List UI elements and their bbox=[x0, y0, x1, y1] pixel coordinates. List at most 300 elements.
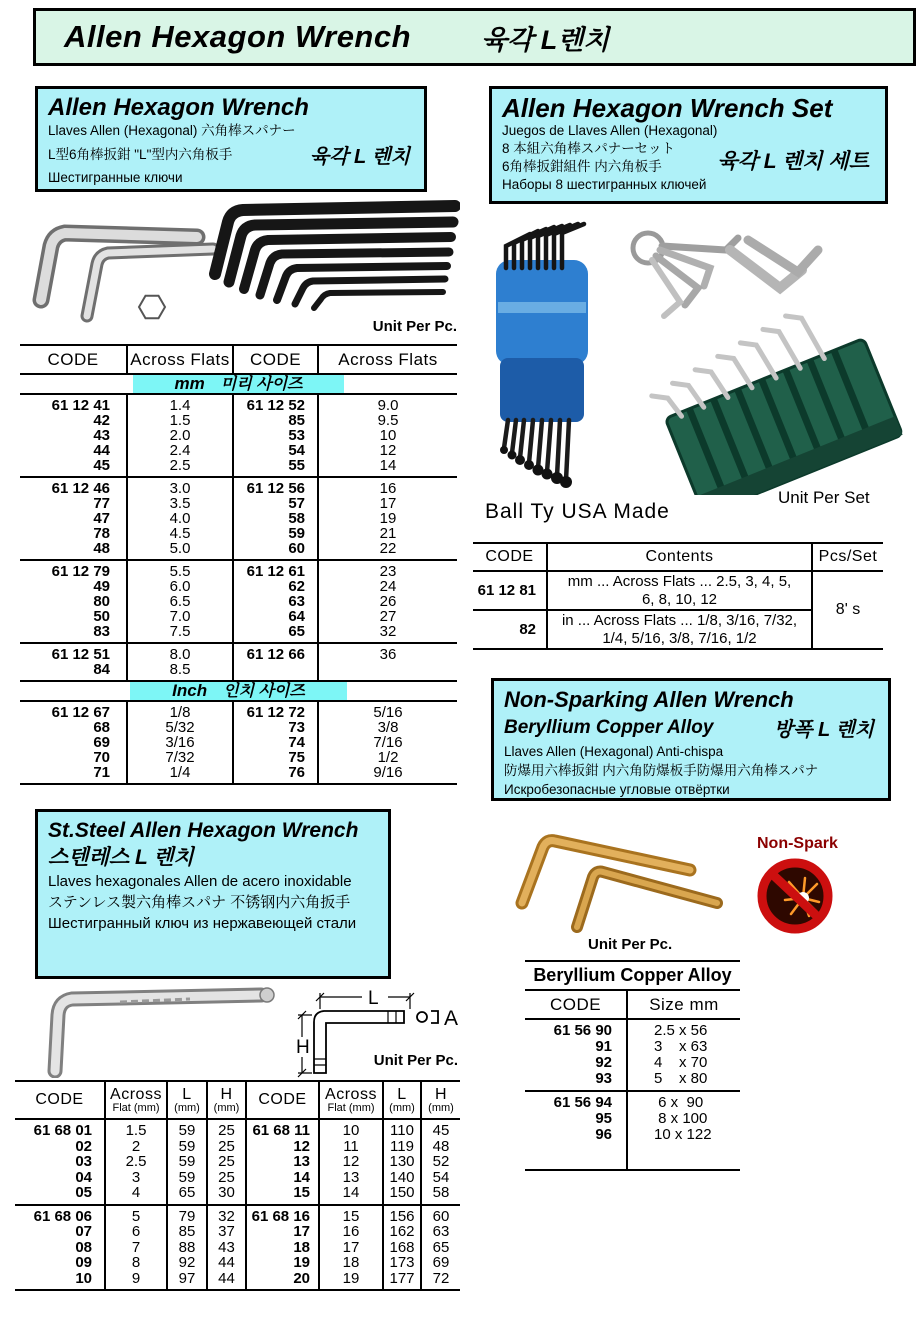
cell-2: 59 bbox=[233, 526, 318, 541]
info-line: L型6角棒扳鉗 "L"型内六角板手 bbox=[48, 146, 233, 162]
cell-1: 2.5 x 56 bbox=[627, 1019, 740, 1039]
info-line: Наборы 8 шестигранных ключей bbox=[502, 177, 707, 192]
hexagon-outline-icon bbox=[139, 296, 165, 319]
beryllium-rows-group1 bbox=[525, 1019, 740, 1091]
cell-5: 18 bbox=[319, 1255, 383, 1271]
cell-3: 37 bbox=[207, 1224, 246, 1240]
cell-3: 16 bbox=[318, 477, 457, 496]
cell-4: 61 68 11 bbox=[246, 1119, 319, 1139]
table-row bbox=[15, 1170, 460, 1186]
info-line: 防爆用六棒扳鉗 内六角防爆板手防爆用六角棒スパナ bbox=[504, 763, 819, 778]
wrench-set-photos bbox=[480, 210, 905, 495]
info-line: 6角棒扳鉗組件 内六角板手 bbox=[502, 159, 662, 174]
table-row bbox=[15, 1240, 460, 1256]
cell-3: 23 bbox=[318, 560, 457, 579]
cell-1: 8 x 100 bbox=[654, 1110, 708, 1127]
cell-3: 36 bbox=[318, 643, 457, 662]
cell-1: 6.5 bbox=[127, 594, 233, 609]
col-header: CODE bbox=[246, 1081, 319, 1119]
cell-contents: in ... Across Flats ... 1/8, 3/16, 7/32, 1/4, 5/16, 3/8, 7/16, 1/2 bbox=[547, 610, 812, 649]
col-header-size: Size mm bbox=[627, 990, 740, 1019]
col-header: H (mm) bbox=[421, 1081, 460, 1119]
cell-1: 4.5 bbox=[127, 526, 233, 541]
cell-3: 25 bbox=[207, 1139, 246, 1155]
cell-0: 09 bbox=[15, 1255, 105, 1271]
cell-0: 07 bbox=[15, 1224, 105, 1240]
cell-6: 173 bbox=[383, 1255, 421, 1271]
dim-rows bbox=[15, 1119, 460, 1290]
dimension-table bbox=[15, 1080, 460, 1291]
cell-0: 47 bbox=[20, 511, 127, 526]
cell-0: 61 12 51 bbox=[20, 643, 127, 662]
cell-3: 25 bbox=[207, 1154, 246, 1170]
ring-key-set-photo bbox=[633, 233, 818, 316]
size-table bbox=[20, 344, 457, 785]
size-table-header-row bbox=[20, 345, 457, 374]
cell-2: 54 bbox=[233, 443, 318, 458]
cell-3: 9.5 bbox=[377, 412, 399, 429]
cell-2: 61 12 61 bbox=[233, 560, 318, 579]
cell-3: 27 bbox=[379, 608, 397, 625]
cell-1: 7 bbox=[105, 1240, 167, 1256]
cell-5: 16 bbox=[319, 1224, 383, 1240]
cell-3: 32 bbox=[207, 1205, 246, 1225]
cell-6: 110 bbox=[383, 1119, 421, 1139]
table-row bbox=[525, 1071, 740, 1091]
info-line: ステンレス製六角棒スパナ 不锈钢内六角扳手 bbox=[48, 894, 351, 911]
cell-0: 05 bbox=[15, 1185, 105, 1205]
cell-4: 18 bbox=[246, 1240, 319, 1256]
cell-3: 7/16 bbox=[373, 734, 403, 751]
cell-0: 61 56 90 bbox=[525, 1019, 627, 1039]
table-row bbox=[20, 720, 457, 735]
cell-1: 1/4 bbox=[127, 765, 233, 784]
cell-1: 2.4 bbox=[127, 443, 233, 458]
cell-0: 61 56 94 bbox=[525, 1091, 627, 1111]
cell-1: 3/16 bbox=[127, 735, 233, 750]
cell-0: 42 bbox=[20, 413, 127, 428]
table-row bbox=[15, 1224, 460, 1240]
info-line-korean: 육각 L 렌치 세트 bbox=[717, 150, 869, 173]
cell-0: 45 bbox=[20, 458, 127, 477]
beryllium-rows-group2 bbox=[525, 1091, 740, 1170]
cell-0: 68 bbox=[20, 720, 127, 735]
inch-section-bar: Inch 인치 사이즈 bbox=[130, 682, 347, 700]
dim-label-h: H bbox=[296, 1037, 310, 1058]
ball-ty-label: Ball Ty USA Made bbox=[485, 500, 670, 523]
unit-per-pc-label: Unit Per Pc. bbox=[373, 1052, 458, 1069]
inch-section-row bbox=[20, 681, 457, 701]
cell-1: 1.4 bbox=[127, 394, 233, 413]
cell-7: 48 bbox=[432, 1137, 450, 1155]
cell-pcs: 8' s bbox=[835, 601, 861, 618]
table-row bbox=[20, 750, 457, 765]
cell-2: 59 bbox=[167, 1119, 207, 1139]
cell-4: 17 bbox=[246, 1224, 319, 1240]
cell-4: 19 bbox=[246, 1255, 319, 1271]
cell-1: 5.5 bbox=[127, 560, 233, 579]
table-row bbox=[20, 477, 457, 496]
info-line: Llaves hexagonales Allen de acero inoxidable bbox=[48, 873, 352, 890]
cell-contents: mm ... Across Flats ... 2.5, 3, 4, 5, 6, 8, 10, 12 bbox=[547, 571, 812, 610]
cell-1: 1.5 bbox=[105, 1119, 167, 1139]
table-row bbox=[525, 1127, 740, 1170]
cell-1: 5 x 80 bbox=[654, 1070, 708, 1087]
cell-0: 80 bbox=[20, 594, 127, 609]
non-spark-label: Non-Spark bbox=[757, 835, 838, 852]
cell-0: 61 12 67 bbox=[20, 701, 127, 720]
cell-5: 19 bbox=[319, 1271, 383, 1291]
cell-5: 12 bbox=[319, 1154, 383, 1170]
unit-per-pc-label: Unit Per Pc. bbox=[372, 318, 457, 335]
cell-7: 69 bbox=[432, 1254, 450, 1271]
cell-2: 61 12 72 bbox=[233, 701, 318, 720]
cell-3: 24 bbox=[379, 578, 397, 595]
page-title: Allen Hexagon Wrench bbox=[64, 19, 412, 54]
cell-3: 30 bbox=[207, 1185, 246, 1205]
cell-7: 63 bbox=[432, 1223, 450, 1240]
cell-3: 25 bbox=[207, 1170, 246, 1186]
cell-6: 177 bbox=[383, 1271, 421, 1291]
cell-1: 1/8 bbox=[127, 701, 233, 720]
chrome-key bbox=[87, 249, 213, 316]
cell-2: 58 bbox=[233, 511, 318, 526]
ball-end bbox=[260, 988, 274, 1002]
page-title-banner bbox=[33, 8, 916, 66]
table-row bbox=[20, 662, 457, 681]
stainless-key-photo bbox=[25, 983, 295, 1078]
table-row bbox=[20, 594, 457, 609]
cell-3: 26 bbox=[379, 593, 397, 610]
cell-1: 7.0 bbox=[127, 609, 233, 624]
cell-6: 162 bbox=[383, 1224, 421, 1240]
section-title: Allen Hexagon Wrench Set bbox=[502, 93, 833, 123]
table-row bbox=[20, 735, 457, 750]
cell-5: 11 bbox=[319, 1139, 383, 1155]
cell-7: 52 bbox=[432, 1153, 450, 1170]
cell-6: 156 bbox=[383, 1205, 421, 1225]
cell-1: 4 bbox=[105, 1185, 167, 1205]
col-header-contents: Contents bbox=[547, 543, 812, 571]
cell-2: 64 bbox=[233, 609, 318, 624]
cell-1: 8.0 bbox=[127, 643, 233, 662]
cell-2: 59 bbox=[167, 1139, 207, 1155]
table-row bbox=[20, 511, 457, 526]
section-subtitle-korean: 방폭 L 렌치 bbox=[773, 719, 874, 741]
table-row bbox=[20, 701, 457, 720]
chrome-key bbox=[41, 233, 197, 300]
col-header: H (mm) bbox=[207, 1081, 246, 1119]
cell-2: 85 bbox=[233, 413, 318, 428]
beryllium-table bbox=[525, 960, 740, 1171]
info-line-korean: 육각 L 렌치 bbox=[309, 146, 410, 168]
cell-2: 61 12 56 bbox=[233, 477, 318, 496]
cell-0: 70 bbox=[20, 750, 127, 765]
col-header: Across Flat (mm) bbox=[319, 1081, 383, 1119]
cell-1: 6 bbox=[105, 1224, 167, 1240]
table-row bbox=[15, 1271, 460, 1291]
table-row bbox=[20, 643, 457, 662]
cell-0: 03 bbox=[15, 1154, 105, 1170]
section-title: St.Steel Allen Hexagon Wrench bbox=[48, 819, 359, 842]
cell-4: 12 bbox=[246, 1139, 319, 1155]
cell-2: 79 bbox=[167, 1205, 207, 1225]
cell-2: 85 bbox=[167, 1224, 207, 1240]
dim-label-l: L bbox=[368, 988, 379, 1009]
cell-0: 93 bbox=[525, 1071, 627, 1091]
cell-0: 95 bbox=[525, 1111, 627, 1127]
cell-4: 14 bbox=[246, 1170, 319, 1186]
cell-1: 3.0 bbox=[127, 477, 233, 496]
table-row bbox=[525, 1111, 740, 1127]
cell-1: 1.5 bbox=[127, 413, 233, 428]
cell-1: 2 bbox=[105, 1139, 167, 1155]
cell-0: 02 bbox=[15, 1139, 105, 1155]
info-line: Llaves Allen (Hexagonal) Anti-chispa bbox=[504, 744, 724, 759]
cell-3: 17 bbox=[379, 495, 397, 512]
col-header-code: CODE bbox=[20, 345, 127, 374]
table-row bbox=[525, 1039, 740, 1055]
table-row bbox=[20, 458, 457, 477]
mm-section-bar: mm 미리 사이즈 bbox=[133, 375, 345, 393]
hex-section-icon bbox=[417, 1012, 427, 1022]
dim-label-a: A bbox=[444, 1007, 459, 1030]
cell-6: 168 bbox=[383, 1240, 421, 1256]
cell-2: 97 bbox=[167, 1271, 207, 1291]
cell-0: 49 bbox=[20, 579, 127, 594]
cell-2: 88 bbox=[167, 1240, 207, 1256]
cell-0: 44 bbox=[20, 443, 127, 458]
cell-3: 32 bbox=[379, 623, 397, 640]
cell-0: 10 bbox=[15, 1271, 105, 1291]
cell-0: 61 12 41 bbox=[20, 394, 127, 413]
cell-2: 65 bbox=[167, 1185, 207, 1205]
cell-0: 08 bbox=[15, 1240, 105, 1256]
cell-1: 5/32 bbox=[127, 720, 233, 735]
cell-1: 3.5 bbox=[127, 496, 233, 511]
cell-2: 74 bbox=[233, 735, 318, 750]
table-row bbox=[20, 579, 457, 594]
info-line: Шестигранный ключ из нержавеющей стали bbox=[48, 915, 357, 932]
cell-3: 14 bbox=[379, 457, 397, 474]
pouch-set-photo bbox=[643, 292, 903, 495]
cell-0: 83 bbox=[20, 624, 127, 643]
cell-0: 84 bbox=[20, 662, 127, 681]
hex-keys-photo bbox=[25, 196, 460, 331]
cell-0: 61 12 46 bbox=[20, 477, 127, 496]
cell-3: 3/8 bbox=[377, 719, 399, 736]
col-header: CODE bbox=[15, 1081, 105, 1119]
table-row bbox=[15, 1139, 460, 1155]
col-header: Across Flat (mm) bbox=[105, 1081, 167, 1119]
table-row bbox=[15, 1154, 460, 1170]
table-row bbox=[15, 1255, 460, 1271]
table-row bbox=[525, 1091, 740, 1111]
table-row bbox=[20, 413, 457, 428]
cell-1: 8.5 bbox=[127, 662, 233, 681]
cell-1: 4.0 bbox=[127, 511, 233, 526]
cell-0: 48 bbox=[20, 541, 127, 560]
cell-1: 2.5 bbox=[127, 458, 233, 477]
cell-1: 5.0 bbox=[127, 541, 233, 560]
cell-0: 61 68 06 bbox=[15, 1205, 105, 1225]
cell-7: 60 bbox=[421, 1205, 460, 1225]
table-row bbox=[20, 394, 457, 413]
cell-2: 76 bbox=[233, 765, 318, 784]
cell-1: 7/32 bbox=[127, 750, 233, 765]
cell-2: 62 bbox=[233, 579, 318, 594]
col-header-flats: Across Flats bbox=[318, 345, 457, 374]
cell-3 bbox=[318, 662, 457, 681]
cell-3: 12 bbox=[379, 442, 397, 459]
stainless-steel-info-box bbox=[35, 809, 391, 979]
unit-per-set-label: Unit Per Set bbox=[778, 488, 870, 507]
cell-1: 6.0 bbox=[127, 579, 233, 594]
cell-7: 72 bbox=[432, 1269, 450, 1287]
info-line: 8 本組六角棒スパナーセット bbox=[502, 141, 675, 156]
table-row bbox=[20, 428, 457, 443]
set-table-header-row bbox=[473, 543, 883, 571]
cell-0: 61 68 01 bbox=[15, 1119, 105, 1139]
info-line: Juegos de Llaves Allen (Hexagonal) bbox=[502, 123, 718, 138]
set-row bbox=[473, 571, 883, 610]
cell-6: 140 bbox=[383, 1170, 421, 1186]
page-title-korean: 육각 L렌치 bbox=[481, 24, 610, 55]
cell-5: 17 bbox=[319, 1240, 383, 1256]
cell-0: 78 bbox=[20, 526, 127, 541]
cell-0: 77 bbox=[20, 496, 127, 511]
cell-3: 43 bbox=[207, 1240, 246, 1256]
info-line: Llaves Allen (Hexagonal) 六角棒スパナー bbox=[48, 123, 296, 138]
inch-rows bbox=[20, 701, 457, 784]
cell-3: 22 bbox=[379, 540, 397, 557]
table-row bbox=[20, 541, 457, 560]
cell-0: 50 bbox=[20, 609, 127, 624]
cell-0: 61 12 79 bbox=[20, 560, 127, 579]
table-row bbox=[15, 1119, 460, 1139]
cell-4: 15 bbox=[246, 1185, 319, 1205]
table-row bbox=[525, 1055, 740, 1071]
beryllium-header-row bbox=[525, 990, 740, 1019]
cell-7: 58 bbox=[432, 1184, 450, 1201]
table-row bbox=[20, 443, 457, 458]
cell-2: 73 bbox=[233, 720, 318, 735]
col-header-code: CODE bbox=[525, 990, 627, 1019]
cell-0: 71 bbox=[20, 765, 127, 784]
cell-1: 9 bbox=[105, 1271, 167, 1291]
cell-3: 44 bbox=[207, 1255, 246, 1271]
copper-keys-photo bbox=[505, 815, 735, 935]
ball-hex-set-photo bbox=[496, 224, 588, 488]
col-header-code: CODE bbox=[233, 345, 318, 374]
cell-2: 53 bbox=[233, 428, 318, 443]
cell-1: 7.5 bbox=[127, 624, 233, 643]
non-sparking-info-box bbox=[491, 678, 891, 801]
cell-0: 91 bbox=[525, 1039, 627, 1055]
cell-0: 04 bbox=[15, 1170, 105, 1186]
info-line: Искробезопасные угловые отвёртки bbox=[504, 782, 730, 797]
cell-2: 63 bbox=[233, 594, 318, 609]
beryllium-title-row bbox=[525, 961, 740, 990]
cell-4: 20 bbox=[246, 1271, 319, 1291]
table-row bbox=[20, 560, 457, 579]
cell-2: 61 12 66 bbox=[233, 643, 318, 662]
table-row bbox=[20, 624, 457, 643]
mm-rows bbox=[20, 394, 457, 681]
cell-3: 21 bbox=[379, 525, 397, 542]
cell-code: 82 bbox=[473, 610, 547, 649]
cell-code: 61 12 81 bbox=[473, 571, 547, 610]
cell-2: 65 bbox=[233, 624, 318, 643]
cell-2: 59 bbox=[167, 1170, 207, 1186]
unit-per-pc-label: Unit Per Pc. bbox=[588, 936, 673, 953]
info-line: Шестигранные ключи bbox=[48, 170, 183, 185]
cell-4: 13 bbox=[246, 1154, 319, 1170]
table-row bbox=[20, 609, 457, 624]
cell-5: 13 bbox=[319, 1170, 383, 1186]
table-row bbox=[525, 1019, 740, 1039]
cell-2: 92 bbox=[167, 1255, 207, 1271]
cell-2: 59 bbox=[167, 1154, 207, 1170]
cell-7: 54 bbox=[432, 1168, 450, 1186]
table-row bbox=[15, 1205, 460, 1225]
col-header-pcs: Pcs/Set bbox=[812, 543, 883, 571]
col-header: L (mm) bbox=[383, 1081, 421, 1119]
cell-1: 8 bbox=[105, 1255, 167, 1271]
col-header-flats: Across Flats bbox=[127, 345, 233, 374]
set-table bbox=[473, 542, 883, 650]
cell-1: 3 bbox=[105, 1170, 167, 1186]
cell-3: 25 bbox=[207, 1119, 246, 1139]
cell-6: 130 bbox=[383, 1154, 421, 1170]
cell-6: 119 bbox=[383, 1139, 421, 1155]
cell-5: 10 bbox=[319, 1119, 383, 1139]
wrench-set-info-box bbox=[489, 86, 888, 204]
cell-2: 57 bbox=[233, 496, 318, 511]
table-row bbox=[20, 496, 457, 511]
cell-3: 5/16 bbox=[318, 701, 457, 720]
cell-7: 45 bbox=[421, 1119, 460, 1139]
cell-1: 6 x 90 bbox=[627, 1091, 740, 1111]
cell-1: 2.5 bbox=[105, 1154, 167, 1170]
table-row bbox=[15, 1185, 460, 1205]
table-row bbox=[20, 526, 457, 541]
black-key-fan bbox=[215, 206, 455, 308]
cell-2 bbox=[233, 662, 318, 681]
cell-5: 14 bbox=[319, 1185, 383, 1205]
cell-2: 55 bbox=[233, 458, 318, 477]
table-title: Beryllium Copper Alloy bbox=[525, 961, 740, 990]
cell-3: 44 bbox=[207, 1271, 246, 1291]
mm-section-row bbox=[20, 374, 457, 394]
col-header: L (mm) bbox=[167, 1081, 207, 1119]
cell-0: 69 bbox=[20, 735, 127, 750]
cell-2: 75 bbox=[233, 750, 318, 765]
col-header-code: CODE bbox=[473, 543, 547, 571]
cell-0: 96 bbox=[525, 1127, 627, 1170]
cell-3: 19 bbox=[379, 510, 397, 527]
section-title: Non-Sparking Allen Wrench bbox=[504, 687, 794, 712]
dim-table-header-row bbox=[15, 1081, 460, 1119]
no-spark-icon bbox=[755, 856, 835, 936]
section-title: Allen Hexagon Wrench bbox=[48, 94, 309, 121]
cell-3: 9/16 bbox=[373, 764, 403, 781]
cell-7: 65 bbox=[432, 1238, 450, 1256]
cell-0: 92 bbox=[525, 1055, 627, 1071]
cell-0: 43 bbox=[20, 428, 127, 443]
cell-1: 2.0 bbox=[127, 428, 233, 443]
cell-3: 1/2 bbox=[377, 749, 399, 766]
